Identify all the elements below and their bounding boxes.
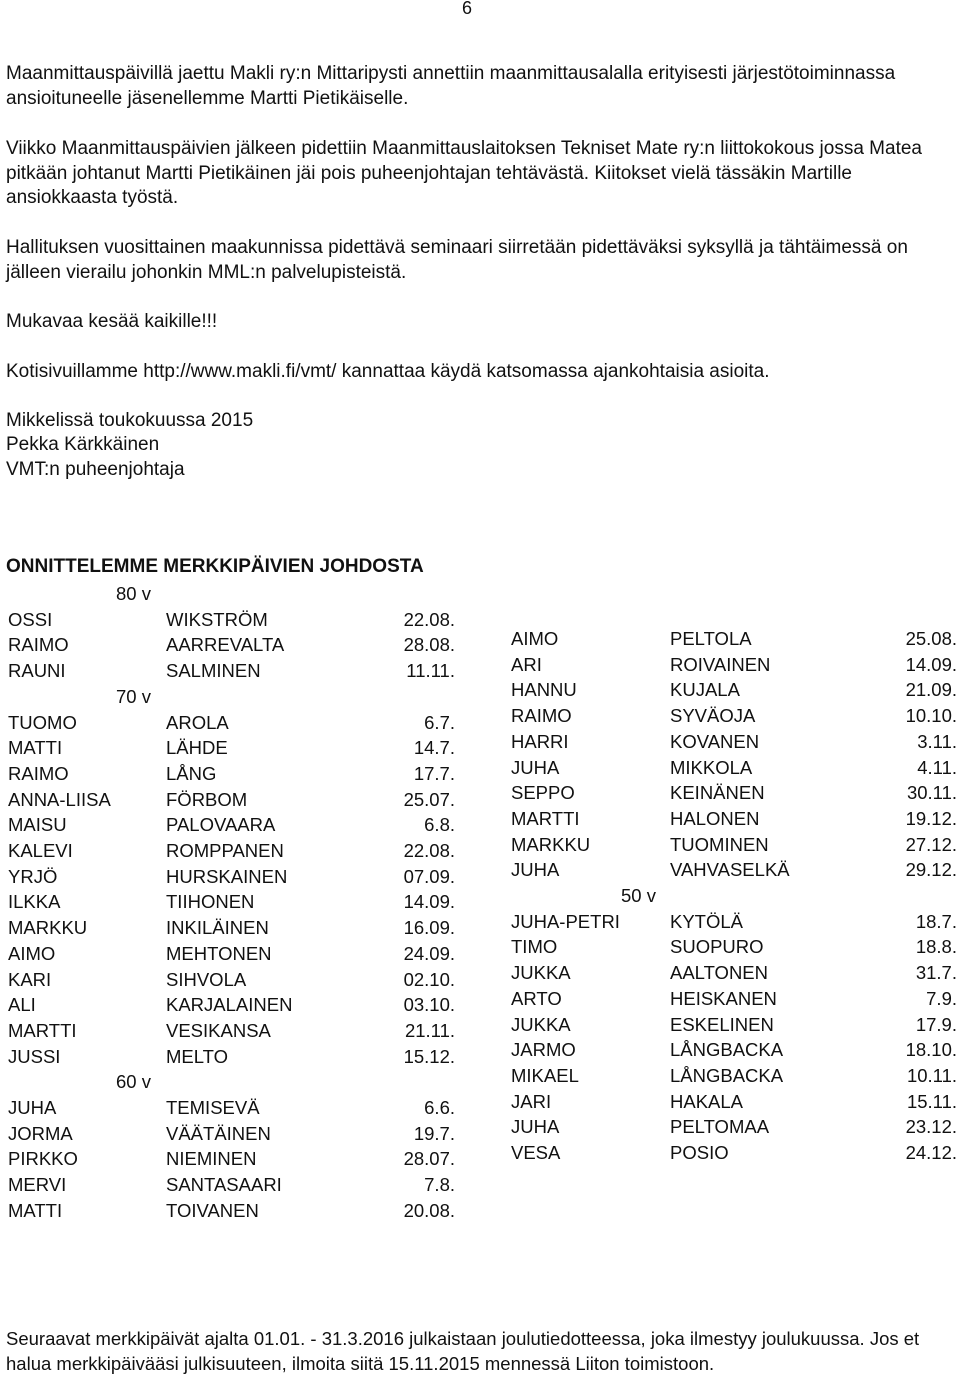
section-heading: ONNITTELEMME MERKKIPÄIVIEN JOHDOSTA <box>6 556 424 577</box>
first-name: JUSSI <box>8 1045 61 1067</box>
last-name: SANTASAARI <box>166 1174 282 1196</box>
last-name: KOVANEN <box>670 730 760 752</box>
last-name: ESKELINEN <box>670 1013 774 1035</box>
signature-name: Pekka Kärkkäinen <box>6 434 160 455</box>
first-name: JARMO <box>511 1039 576 1061</box>
last-name: HURSKAINEN <box>166 865 288 887</box>
last-name: INKILÄINEN <box>166 917 269 939</box>
last-name: FÖRBOM <box>166 788 248 810</box>
date: 7.8. <box>424 1174 455 1196</box>
date: 11.11. <box>406 660 455 682</box>
first-name: ARTO <box>511 987 562 1009</box>
date: 17.9. <box>915 1013 957 1035</box>
last-name: VESIKANSA <box>166 1019 271 1041</box>
date: 03.10. <box>403 994 455 1016</box>
date: 02.10. <box>403 968 455 990</box>
first-name: AIMO <box>8 942 56 964</box>
last-name: AALTONEN <box>670 962 769 984</box>
last-name: WIKSTRÖM <box>166 608 268 630</box>
first-name: MIKAEL <box>511 1064 579 1086</box>
date: 15.11. <box>906 1090 957 1112</box>
date: 25.08. <box>905 628 957 649</box>
date: 10.10. <box>905 705 957 727</box>
last-name: NIEMINEN <box>166 1148 257 1170</box>
first-name: HARRI <box>511 730 569 752</box>
first-name: MARTTI <box>8 1019 77 1041</box>
date: 21.11. <box>404 1019 455 1041</box>
date: 19.7. <box>413 1122 455 1144</box>
first-name: MERVI <box>8 1174 67 1196</box>
first-name: KALEVI <box>8 840 73 861</box>
last-name: TOIVANEN <box>166 1199 259 1221</box>
paragraph-award: Maanmittauspäivillä jaettu Makli ry:n Mittaripysti annettiin maanmittausalalla erityisesti järjestötoiminnassa ansioituneelle jäsenellemme Martti Pietikäiselle. <box>6 63 896 109</box>
list-item <box>0 677 960 702</box>
last-name: SYVÄOJA <box>670 705 756 727</box>
first-name: OSSI <box>8 608 53 630</box>
last-name: TEMISEVÄ <box>166 1097 260 1118</box>
date: 24.12. <box>905 1142 957 1163</box>
first-name: MARKKU <box>511 833 591 855</box>
first-name: RAIMO <box>8 762 69 784</box>
first-name: ARI <box>511 653 542 675</box>
date: 22.08. <box>403 840 455 861</box>
date: 24.09. <box>403 942 455 964</box>
first-name: MATTI <box>8 1199 63 1221</box>
first-name: JORMA <box>8 1122 73 1144</box>
paragraph-meeting: Viikko Maanmittauspäivien jälkeen pidettiin Maanmittauslaitoksen Tekniset Mate ry:n liittokokous jossa Matea pitkään johtanut Martti Pietikäinen jäi pois puheenjohtajan tehtävästä. Kiitokset vielä tässäkin Martille ansiokkaasta työstä. <box>6 138 922 208</box>
date: 7.9. <box>926 987 957 1009</box>
last-name: AARREVALTA <box>166 634 285 656</box>
first-name: AIMO <box>511 628 559 649</box>
first-name: YRJÖ <box>8 865 58 887</box>
first-name: JARI <box>511 1090 552 1112</box>
first-name: JUKKA <box>511 962 571 984</box>
date: 07.09. <box>403 865 455 887</box>
paragraph-website: Kotisivuillamme http://www.makli.fi/vmt/ kannattaa käydä katsomassa ajankohtaisia asioita. <box>6 361 770 382</box>
last-name: HALONEN <box>670 807 760 829</box>
first-name: RAUNI <box>8 660 66 682</box>
list-item <box>0 1198 960 1223</box>
last-name: MEHTONEN <box>166 942 272 964</box>
first-name: KARI <box>8 968 52 990</box>
first-name: TUOMO <box>8 711 77 733</box>
list-item <box>0 832 960 857</box>
date: 17.7. <box>413 762 455 784</box>
date: 22.08. <box>403 608 455 630</box>
first-name: JUHA <box>511 859 560 881</box>
last-name: ROIVAINEN <box>670 653 771 675</box>
last-name: PELTOLA <box>670 628 752 649</box>
first-name: MAISU <box>8 814 67 836</box>
last-name: LÅNG <box>166 762 217 784</box>
date: 16.09. <box>403 917 455 939</box>
date: 31.7. <box>915 962 957 984</box>
first-name: PIRKKO <box>8 1148 78 1170</box>
age-group-label: 80 v <box>116 583 151 604</box>
list-item <box>0 780 960 805</box>
last-name: VÄÄTÄINEN <box>166 1122 271 1144</box>
page-number: 6 <box>462 0 473 18</box>
last-name: ROMPPANEN <box>166 840 284 861</box>
date: 21.09. <box>905 679 957 701</box>
list-item <box>0 1172 960 1197</box>
last-name: HAKALA <box>670 1090 744 1112</box>
date: 28.08. <box>403 634 455 656</box>
last-name: MIKKOLA <box>670 756 753 778</box>
last-name: HEISKANEN <box>670 987 777 1009</box>
date: 25.07. <box>403 788 455 810</box>
last-name: KYTÖLÄ <box>670 910 743 932</box>
paragraph-summer: Mukavaa kesää kaikille!!! <box>6 311 218 332</box>
last-name: AROLA <box>166 711 229 733</box>
first-name: RAIMO <box>8 634 69 656</box>
date: 19.12. <box>905 807 957 829</box>
list-item <box>0 626 960 651</box>
list-item <box>0 1114 960 1139</box>
first-name: JUHA <box>8 1097 57 1118</box>
last-name: PELTOMAA <box>670 1116 770 1138</box>
first-name: JUHA <box>511 756 560 778</box>
date: 10.11. <box>906 1064 957 1086</box>
date: 6.8. <box>424 814 455 836</box>
first-name: SEPPO <box>511 782 575 804</box>
date: 28.07. <box>403 1148 455 1170</box>
first-name: TIMO <box>511 936 558 958</box>
date: 30.11. <box>906 782 957 804</box>
date: 14.09. <box>403 891 455 913</box>
list-item <box>0 729 960 754</box>
last-name: SALMINEN <box>166 660 261 682</box>
list-item <box>0 934 960 959</box>
date: 6.7. <box>424 711 455 733</box>
list-item <box>0 960 960 985</box>
list-item <box>0 1089 960 1114</box>
first-name: RAIMO <box>511 705 572 727</box>
list-item <box>0 703 960 728</box>
date: 18.10. <box>905 1039 957 1061</box>
signature-title: VMT:n puheenjohtaja <box>6 459 185 480</box>
list-item <box>0 1063 960 1088</box>
last-name: MELTO <box>166 1045 229 1067</box>
footer-note: Seuraavat merkkipäivät ajalta 01.01. - 31.3.2016 julkaistaan joulutiedotteessa, joka ilmestyy joulukuussa. Jos et halua merkkipäivääsi julkisuuteen, ilmoita siitä 15.11.2015 mennessä Liiton toimistoon. <box>6 1328 920 1374</box>
last-name: VAHVASELKÄ <box>670 859 790 881</box>
first-name: ILKKA <box>8 891 61 913</box>
date: 18.7. <box>915 910 957 932</box>
last-name: SIHVOLA <box>166 968 247 990</box>
last-name: LÅNGBACKA <box>670 1064 784 1086</box>
age-group-label: 60 v <box>116 1071 151 1093</box>
signature-place-date: Mikkelissä toukokuussa 2015 <box>6 410 254 431</box>
age-group-label: 50 v <box>621 885 656 906</box>
last-name: LÄHDE <box>166 737 228 759</box>
first-name: ANNA-LIISA <box>8 788 111 810</box>
list-item <box>0 986 960 1011</box>
date: 14.09. <box>905 653 957 675</box>
first-name: JUHA-PETRI <box>511 910 620 932</box>
date: 23.12. <box>905 1116 957 1138</box>
last-name: PALOVAARA <box>166 814 276 836</box>
list-item <box>0 1012 960 1037</box>
date: 29.12. <box>905 859 957 881</box>
list-item <box>0 1140 960 1165</box>
first-name: MARTTI <box>511 807 580 829</box>
first-name: JUKKA <box>511 1013 571 1035</box>
list-item <box>0 806 960 831</box>
date: 15.12. <box>403 1045 455 1067</box>
first-name: MATTI <box>8 737 63 759</box>
date: 6.6. <box>424 1097 455 1118</box>
list-item <box>0 755 960 780</box>
date: 3.11. <box>917 730 957 752</box>
last-name: KARJALAINEN <box>166 994 293 1016</box>
date: 18.8. <box>915 936 957 958</box>
list-item <box>0 652 960 677</box>
last-name: POSIO <box>670 1142 729 1163</box>
date: 4.11. <box>917 756 957 778</box>
age-group-label: 70 v <box>116 685 151 707</box>
first-name: HANNU <box>511 679 577 701</box>
paragraph-seminar: Hallituksen vuosittainen maakunnissa pidettävä seminaari siirretään pidettäväksi syksyllä ja tähtäimessä on jälleen vierailu johonkin MML:n palvelupisteistä. <box>6 237 908 283</box>
date: 14.7. <box>413 737 455 759</box>
date: 20.08. <box>403 1199 455 1221</box>
last-name: SUOPURO <box>670 936 764 958</box>
first-name: VESA <box>511 1142 561 1163</box>
date: 27.12. <box>905 833 957 855</box>
last-name: TIIHONEN <box>166 891 255 913</box>
last-name: LÅNGBACKA <box>670 1039 784 1061</box>
last-name: KEINÄNEN <box>670 782 765 804</box>
first-name: MARKKU <box>8 917 88 939</box>
first-name: JUHA <box>511 1116 560 1138</box>
last-name: KUJALA <box>670 679 740 701</box>
list-item <box>0 857 960 882</box>
first-name: ALI <box>8 994 36 1016</box>
list-item <box>0 909 960 934</box>
last-name: TUOMINEN <box>670 833 769 855</box>
list-item <box>0 1037 960 1062</box>
